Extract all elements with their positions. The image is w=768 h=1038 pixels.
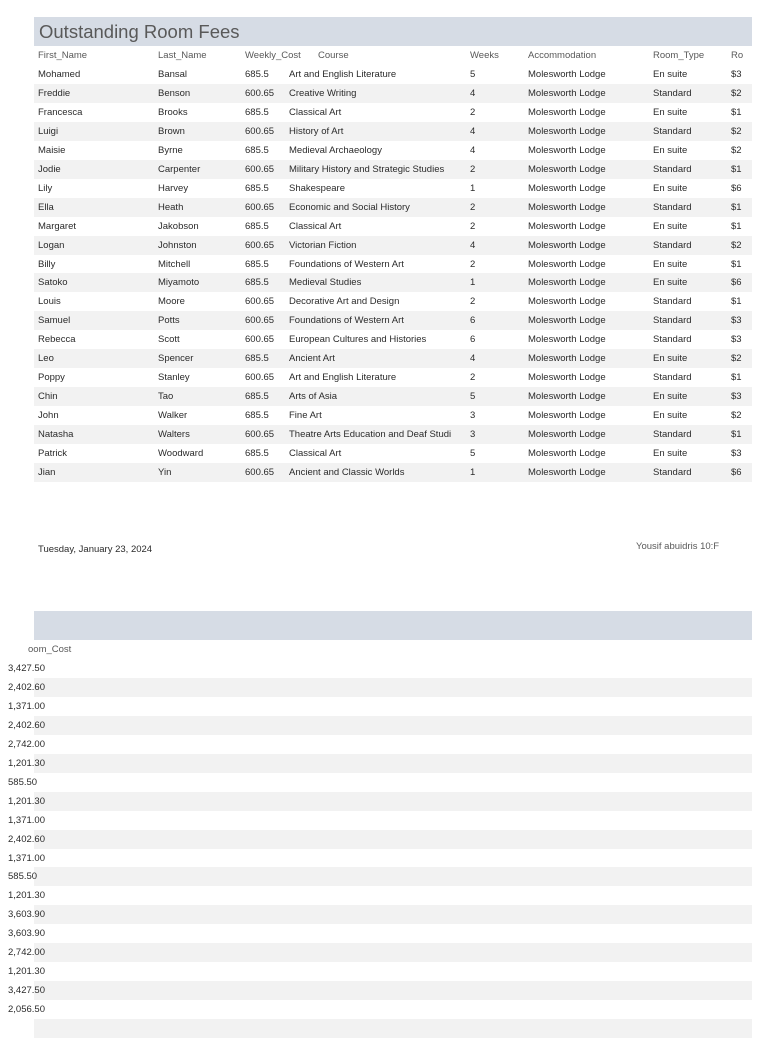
cell-weeks: 4 <box>470 125 476 137</box>
cell-weekly-cost: 685.5 <box>245 277 269 289</box>
cell-weekly-cost: 685.5 <box>245 410 269 422</box>
cell-room-cost: $1 <box>731 372 742 384</box>
cell-first-name: Billy <box>38 258 56 270</box>
col-header-course: Course <box>318 50 349 61</box>
table-row <box>34 425 752 444</box>
table-row <box>8 697 752 716</box>
cell-weeks: 5 <box>470 69 476 80</box>
cell-first-name: Freddie <box>38 87 71 99</box>
table-row <box>8 716 752 735</box>
cell-last-name: Miyamoto <box>158 277 200 289</box>
cell-weekly-cost: 685.5 <box>245 448 269 459</box>
cell-room-cost: $1 <box>731 220 742 232</box>
table-row <box>34 444 752 463</box>
cell-weeks: 6 <box>470 334 476 346</box>
cell-room-type: Standard <box>653 466 692 478</box>
cell-course: History of Art <box>289 125 344 137</box>
cell-course: Medieval Studies <box>289 277 362 289</box>
cell-weekly-cost: 600.65 <box>245 125 275 137</box>
cell-room-cost: 2,402.60 <box>8 719 45 731</box>
cell-last-name: Woodward <box>158 448 204 459</box>
cell-weekly-cost: 600.65 <box>245 239 275 251</box>
cell-first-name: Margaret <box>38 220 77 232</box>
cell-room-cost: 1,371.00 <box>8 700 45 712</box>
cell-room-cost: $1 <box>731 429 742 441</box>
cell-accommodation: Molesworth Lodge <box>528 125 606 137</box>
cell-accommodation: Molesworth Lodge <box>528 144 606 156</box>
cell-course: Classical Art <box>289 220 342 232</box>
cell-room-cost: $2 <box>731 144 742 156</box>
cell-course: Victorian Fiction <box>289 239 357 251</box>
cell-first-name: Jian <box>38 466 56 478</box>
cell-last-name: Carpenter <box>158 163 201 175</box>
cell-room-type: En suite <box>653 182 688 194</box>
table-row <box>34 65 752 84</box>
cell-accommodation: Molesworth Lodge <box>528 410 606 422</box>
table-row <box>34 1019 752 1038</box>
table-row <box>8 981 752 1000</box>
table-row <box>34 406 752 425</box>
cell-last-name: Brooks <box>158 106 188 118</box>
col-header-weeks: Weeks <box>470 50 499 61</box>
cell-room-type: Standard <box>653 334 692 346</box>
cell-first-name: Patrick <box>38 448 68 459</box>
col-header-room-type: Room_Type <box>653 50 705 61</box>
table-row <box>34 141 752 160</box>
cell-weeks: 1 <box>470 466 476 478</box>
col-header-room-cost: Ro <box>731 50 744 61</box>
cell-weekly-cost: 600.65 <box>245 315 275 327</box>
cell-weekly-cost: 600.65 <box>245 372 275 384</box>
table-row <box>8 830 752 849</box>
cell-room-cost: 1,201.30 <box>8 757 45 769</box>
cell-first-name: Natasha <box>38 429 74 441</box>
table-row <box>8 754 752 773</box>
col-header-last-name: Last_Name <box>158 50 207 61</box>
table-row <box>34 84 752 103</box>
cell-accommodation: Molesworth Lodge <box>528 334 606 346</box>
cell-room-cost: 585.50 <box>8 776 38 788</box>
cell-weekly-cost: 685.5 <box>245 353 269 365</box>
cell-room-cost: $2 <box>731 87 742 99</box>
cell-last-name: Scott <box>158 334 180 346</box>
cell-room-type: En suite <box>653 258 688 270</box>
cell-weekly-cost: 685.5 <box>245 220 269 232</box>
cell-room-type: Standard <box>653 125 692 137</box>
cell-last-name: Mitchell <box>158 258 191 270</box>
cell-accommodation: Molesworth Lodge <box>528 429 606 441</box>
cell-weeks: 2 <box>470 258 476 270</box>
cell-course: Economic and Social History <box>289 201 410 213</box>
cell-last-name: Jakobson <box>158 220 199 232</box>
cell-accommodation: Molesworth Lodge <box>528 239 606 251</box>
cell-accommodation: Molesworth Lodge <box>528 201 606 213</box>
cell-last-name: Brown <box>158 125 185 137</box>
cell-room-cost: $1 <box>731 201 742 213</box>
col-header-first-name: First_Name <box>38 50 88 61</box>
cell-last-name: Heath <box>158 201 184 213</box>
cell-first-name: Leo <box>38 353 54 365</box>
cell-accommodation: Molesworth Lodge <box>528 258 606 270</box>
cell-room-cost: $1 <box>731 106 742 118</box>
cell-weekly-cost: 685.5 <box>245 144 269 156</box>
cell-weeks: 2 <box>470 296 476 308</box>
cell-room-cost: $2 <box>731 353 742 365</box>
cell-course: Classical Art <box>289 106 342 118</box>
col-header-weekly-cost: Weekly_Cost <box>245 50 301 61</box>
table-row <box>34 330 752 349</box>
table-row <box>8 735 752 754</box>
cell-weeks: 4 <box>470 144 476 156</box>
cell-weeks: 1 <box>470 277 476 289</box>
cell-course: Theatre Arts Education and Deaf Studi <box>289 429 452 441</box>
cell-room-cost: 3,603.90 <box>8 909 45 921</box>
table-row <box>34 273 752 292</box>
cell-weekly-cost: 600.65 <box>245 201 275 213</box>
column-headers <box>34 47 752 65</box>
cell-room-cost: 2,742.00 <box>8 947 45 959</box>
cell-room-cost: 2,056.50 <box>8 1004 45 1016</box>
cell-room-cost: $1 <box>731 258 742 270</box>
table-row <box>8 886 752 905</box>
cell-course: Ancient and Classic Worlds <box>289 466 405 478</box>
table-row <box>34 292 752 311</box>
cell-course: Shakespeare <box>289 182 345 194</box>
cell-room-cost: 1,371.00 <box>8 852 45 864</box>
cell-room-type: Standard <box>653 87 692 99</box>
cell-first-name: Lily <box>38 182 53 194</box>
cell-last-name: Moore <box>158 296 185 308</box>
cell-course: Foundations of Western Art <box>289 258 404 270</box>
cell-last-name: Potts <box>158 315 180 327</box>
report-header-band <box>34 17 752 46</box>
cell-weeks: 5 <box>470 391 476 403</box>
cell-room-cost: $3 <box>731 448 742 459</box>
cell-room-type: Standard <box>653 163 692 175</box>
cell-room-type: Standard <box>653 429 692 441</box>
cell-room-type: Standard <box>653 296 692 308</box>
cell-room-cost: $2 <box>731 239 742 251</box>
cell-last-name: Benson <box>158 87 191 99</box>
cell-weeks: 4 <box>470 87 476 99</box>
cell-accommodation: Molesworth Lodge <box>528 69 606 80</box>
table-row <box>34 368 752 387</box>
cell-weeks: 1 <box>470 182 476 194</box>
cell-room-type: En suite <box>653 391 688 403</box>
cell-room-type: Standard <box>653 239 692 251</box>
cell-room-cost: $2 <box>731 125 742 137</box>
cell-room-cost: 1,201.30 <box>8 890 45 902</box>
cell-room-type: En suite <box>653 220 688 232</box>
cell-accommodation: Molesworth Lodge <box>528 466 606 478</box>
table-row <box>8 678 752 697</box>
table-row <box>34 160 752 179</box>
cell-room-cost: $3 <box>731 334 742 346</box>
cell-accommodation: Molesworth Lodge <box>528 106 606 118</box>
cell-room-cost: $3 <box>731 315 742 327</box>
cell-room-cost: $6 <box>731 277 742 289</box>
cell-first-name: Poppy <box>38 372 65 384</box>
cell-first-name: Jodie <box>38 163 61 175</box>
cell-weekly-cost: 600.65 <box>245 466 275 478</box>
cell-last-name: Yin <box>158 466 172 478</box>
cell-first-name: Satoko <box>38 277 68 289</box>
cell-room-type: En suite <box>653 410 688 422</box>
cell-accommodation: Molesworth Lodge <box>528 353 606 365</box>
cell-accommodation: Molesworth Lodge <box>528 372 606 384</box>
table-row <box>8 849 752 868</box>
cell-weeks: 2 <box>470 106 476 118</box>
report-title: Outstanding Room Fees <box>39 21 240 42</box>
cell-course: Art and English Literature <box>289 69 397 80</box>
cell-room-cost: 2,402.60 <box>8 681 45 693</box>
cell-course: Ancient Art <box>289 353 335 365</box>
cell-weekly-cost: 600.65 <box>245 87 275 99</box>
cell-weeks: 2 <box>470 372 476 384</box>
cell-weekly-cost: 600.65 <box>245 163 275 175</box>
cell-weeks: 3 <box>470 429 476 441</box>
table-row <box>34 103 752 122</box>
cell-first-name: Ella <box>38 201 54 213</box>
table-row <box>34 311 752 330</box>
cell-course: Decorative Art and Design <box>289 296 400 308</box>
cell-first-name: Francesca <box>38 106 83 118</box>
cell-weeks: 2 <box>470 201 476 213</box>
table-row <box>34 236 752 255</box>
cell-room-type: Standard <box>653 315 692 327</box>
table-row <box>8 943 752 962</box>
cell-room-cost: 1,371.00 <box>8 814 45 826</box>
cell-room-cost: $6 <box>731 182 742 194</box>
cell-weeks: 2 <box>470 220 476 232</box>
cell-last-name: Byrne <box>158 144 183 156</box>
cell-room-type: Standard <box>653 372 692 384</box>
cell-weekly-cost: 685.5 <box>245 391 269 403</box>
cell-weeks: 4 <box>470 239 476 251</box>
cell-weeks: 5 <box>470 448 476 459</box>
cell-room-type: Standard <box>653 201 692 213</box>
cell-room-type: En suite <box>653 353 688 365</box>
cell-first-name: Chin <box>38 391 58 403</box>
cell-course: Fine Art <box>289 410 322 422</box>
cell-first-name: Rebecca <box>38 334 76 346</box>
cell-room-cost: $3 <box>731 391 742 403</box>
cell-weekly-cost: 685.5 <box>245 106 269 118</box>
cell-course: Art and English Literature <box>289 372 397 384</box>
cell-weekly-cost: 600.65 <box>245 296 275 308</box>
cell-room-cost: $1 <box>731 296 742 308</box>
table-row <box>34 463 752 482</box>
cell-accommodation: Molesworth Lodge <box>528 296 606 308</box>
cell-room-cost: 2,742.00 <box>8 738 45 750</box>
cell-room-type: En suite <box>653 106 688 118</box>
table-row <box>34 255 752 274</box>
cell-course: European Cultures and Histories <box>289 334 427 346</box>
table-row <box>8 962 752 981</box>
col-header-room-cost-continued: oom_Cost <box>28 644 72 655</box>
cell-weeks: 3 <box>470 410 476 422</box>
table-row <box>8 811 752 830</box>
cell-room-cost: $3 <box>731 69 742 80</box>
cell-room-type: En suite <box>653 144 688 156</box>
cell-weeks: 4 <box>470 353 476 365</box>
cell-course: Military History and Strategic Studies <box>289 163 445 175</box>
cell-accommodation: Molesworth Lodge <box>528 277 606 289</box>
cell-first-name: Louis <box>38 296 61 308</box>
cell-last-name: Harvey <box>158 182 189 194</box>
cell-weekly-cost: 600.65 <box>245 334 275 346</box>
cell-room-cost: 1,201.30 <box>8 795 45 807</box>
cell-room-cost: $1 <box>731 163 742 175</box>
cell-weeks: 6 <box>470 315 476 327</box>
cell-first-name: Luigi <box>38 125 59 137</box>
table-row <box>34 349 752 368</box>
cell-room-type: En suite <box>653 448 688 459</box>
table-row <box>8 867 752 886</box>
cell-first-name: Mohamed <box>38 69 81 80</box>
table-row <box>34 179 752 198</box>
table-row <box>8 905 752 924</box>
cell-room-cost: $2 <box>731 410 742 422</box>
table-row <box>8 773 752 792</box>
cell-room-cost: 585.50 <box>8 871 38 883</box>
cell-weekly-cost: 685.5 <box>245 182 269 194</box>
cell-weekly-cost: 685.5 <box>245 69 269 80</box>
cell-room-cost: 3,603.90 <box>8 928 45 940</box>
cell-last-name: Stanley <box>158 372 190 384</box>
cell-accommodation: Molesworth Lodge <box>528 391 606 403</box>
cell-weeks: 2 <box>470 163 476 175</box>
table-row <box>8 924 752 943</box>
cell-course: Foundations of Western Art <box>289 315 404 327</box>
cell-last-name: Bansal <box>158 69 188 80</box>
cell-room-cost: 3,427.50 <box>8 663 45 674</box>
cell-room-type: En suite <box>653 277 688 289</box>
cell-last-name: Johnston <box>158 239 197 251</box>
report-date: Tuesday, January 23, 2024 <box>38 544 153 555</box>
cell-weekly-cost: 685.5 <box>245 258 269 270</box>
table-row <box>34 122 752 141</box>
cell-accommodation: Molesworth Lodge <box>528 182 606 194</box>
cell-room-cost: 3,427.50 <box>8 985 45 997</box>
cell-weekly-cost: 600.65 <box>245 429 275 441</box>
page2-column-header <box>28 641 752 659</box>
page2-header-band <box>34 611 752 640</box>
table-row <box>34 217 752 236</box>
cell-last-name: Walters <box>158 429 190 441</box>
cell-accommodation: Molesworth Lodge <box>528 315 606 327</box>
cell-course: Creative Writing <box>289 87 357 99</box>
cell-last-name: Walker <box>158 410 188 422</box>
cell-room-cost: 1,201.30 <box>8 966 45 978</box>
col-header-accommodation: Accommodation <box>528 50 597 61</box>
cell-accommodation: Molesworth Lodge <box>528 87 606 99</box>
cell-first-name: Maisie <box>38 144 66 156</box>
cell-accommodation: Molesworth Lodge <box>528 220 606 232</box>
table-row <box>34 198 752 217</box>
table-row <box>8 792 752 811</box>
cell-course: Medieval Archaeology <box>289 144 382 156</box>
cell-course: Arts of Asia <box>289 391 338 403</box>
cell-last-name: Spencer <box>158 353 194 365</box>
cell-accommodation: Molesworth Lodge <box>528 448 606 459</box>
cell-first-name: Samuel <box>38 315 71 327</box>
cell-room-cost: 2,402.60 <box>8 833 45 845</box>
table-row <box>8 659 752 678</box>
cell-room-type: En suite <box>653 69 688 80</box>
cell-course: Classical Art <box>289 448 342 459</box>
table-row <box>8 1000 752 1019</box>
cell-accommodation: Molesworth Lodge <box>528 163 606 175</box>
cell-last-name: Tao <box>158 391 174 403</box>
cell-first-name: John <box>38 410 59 422</box>
cell-room-cost: $6 <box>731 466 742 478</box>
table-row <box>34 387 752 406</box>
report-user: Yousif abuidris 10:F <box>636 541 720 552</box>
cell-first-name: Logan <box>38 239 65 251</box>
